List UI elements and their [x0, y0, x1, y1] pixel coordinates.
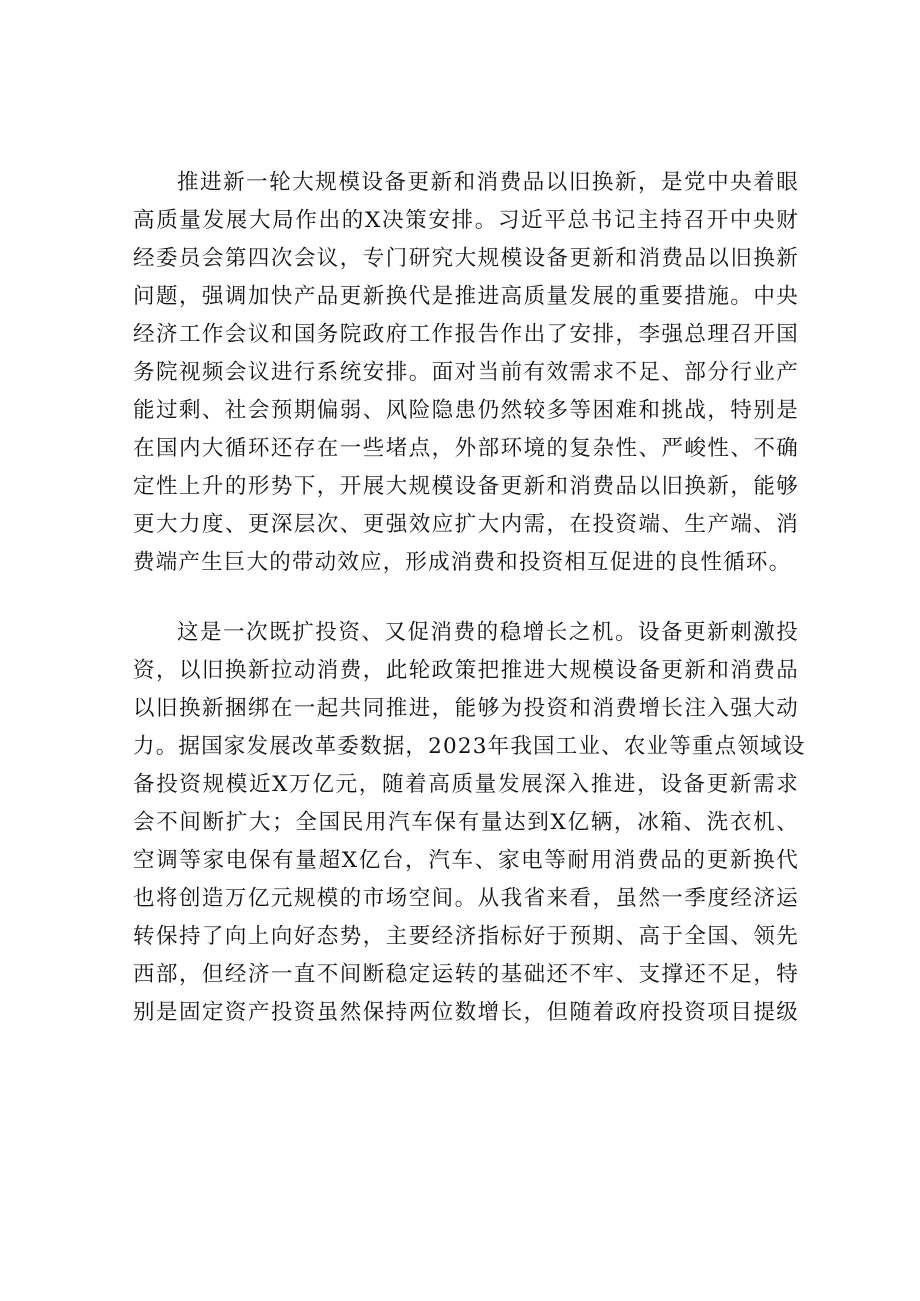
paragraph-line: 高质量发展大局作出的X决策安排。习近平总书记主持召开中央财 [133, 208, 799, 233]
paragraph-line: 备投资规模近X万亿元，随着高质量发展深入推进，设备更新需求 [133, 772, 799, 797]
paragraph-line: 能过剩、社会预期偏弱、风险隐患仍然较多等困难和挑战，特别是 [133, 398, 799, 423]
paragraph-line: 西部，但经济一直不间断稳定运转的基础还不牢、支撑还不足，特 [133, 962, 799, 987]
paragraph-line: 在国内大循环还存在一些堵点，外部环境的复杂性、严峻性、不确 [133, 436, 799, 461]
paragraph-line: 会不间断扩大；全国民用汽车保有量达到X亿辆，冰箱、洗衣机、 [133, 810, 799, 835]
paragraph-line: 资，以旧换新拉动消费，此轮政策把推进大规模设备更新和消费品 [133, 658, 799, 683]
paragraph-line: 费端产生巨大的带动效应，形成消费和投资相互促进的良性循环。 [133, 550, 792, 575]
paragraph-line: 定性上升的形势下，开展大规模设备更新和消费品以旧换新，能够 [133, 474, 799, 499]
paragraph-line: 以旧换新捆绑在一起共同推进，能够为投资和消费增长注入强大动 [133, 696, 799, 721]
paragraph-line: 转保持了向上向好态势，主要经济指标好于预期、高于全国、领先 [133, 924, 799, 949]
paragraph-line: 也将创造万亿元规模的市场空间。从我省来看，虽然一季度经济运 [133, 886, 799, 911]
paragraph-1 [133, 164, 799, 582]
paragraph-line: 更大力度、更深层次、更强效应扩大内需，在投资端、生产端、消 [133, 512, 799, 537]
paragraph-line: 经济工作会议和国务院政府工作报告作出了安排，李强总理召开国 [133, 322, 799, 347]
paragraph-line: 空调等家电保有量超X亿台，汽车、家电等耐用消费品的更新换代 [133, 848, 799, 873]
paragraph-line: 问题，强调加快产品更新换代是推进高质量发展的重要措施。中央 [133, 284, 799, 309]
paragraph-2 [133, 614, 806, 1032]
paragraph-line: 这是一次既扩投资、又促消费的稳增长之机。设备更新刺激投 [177, 620, 799, 645]
paragraph-line: 推进新一轮大规模设备更新和消费品以旧换新，是党中央着眼 [177, 170, 799, 195]
paragraph-line: 经委员会第四次会议，专门研究大规模设备更新和消费品以旧换新 [133, 246, 799, 271]
paragraph-line: 务院视频会议进行系统安排。面对当前有效需求不足、部分行业产 [133, 360, 799, 385]
paragraph-line: 别是固定资产投资虽然保持两位数增长，但随着政府投资项目提级 [133, 1000, 799, 1025]
paragraph-line: 力。据国家发展改革委数据，2023年我国工业、农业等重点领域设 [133, 734, 806, 759]
